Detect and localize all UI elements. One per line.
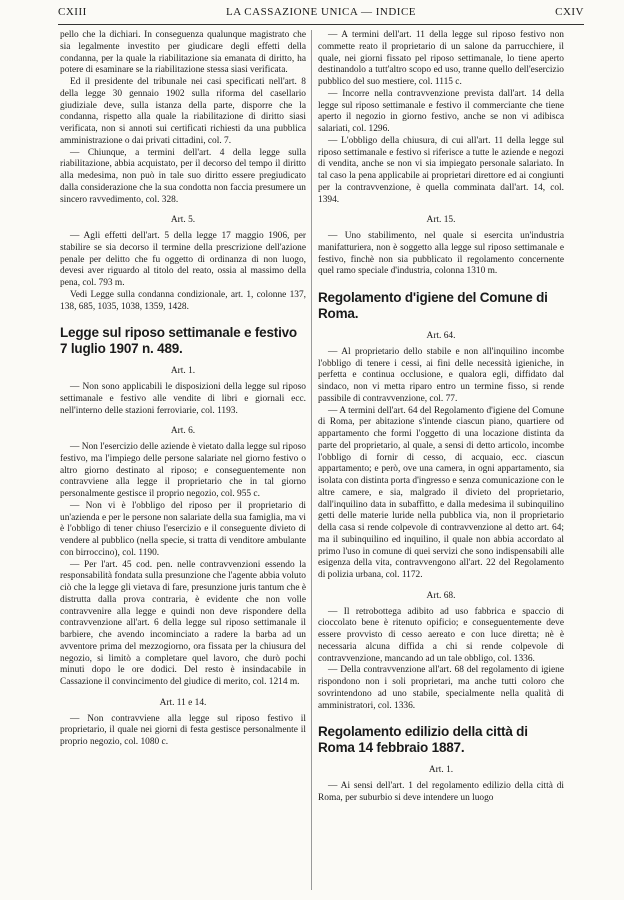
- paragraph: — Agli effetti dell'art. 5 della legge 17 maggio 1906, per stabilire se sia decorso il termine della prescrizione dell'azione penale per delitto che fu oggetto di ordinanza di non luogo, devesi aver riguardo al titolo del reato, ossia al massimo della pena, col. 793 m.: [60, 231, 306, 288]
- page-header: [58, 6, 584, 22]
- article-heading: Art. 1.: [170, 366, 196, 377]
- right-column: [318, 30, 564, 805]
- article-heading: Art. 5.: [170, 215, 196, 226]
- header-rule: [58, 24, 584, 25]
- paragraph: — Il retrobottega adibito ad uso fabbrica e spaccio di cioccolato bene è ritenuto opificio; e conseguentemente deve essere provvisto di cesso aereato e con luce diretta; nè è necessaria alcuna diffida a chi si rende colpevole di contravvenzione, mancando ad un tale obbligo, col. 1336.: [318, 606, 564, 664]
- paragraph: — Chiunque, a termini dell'art. 4 della legge sulla riabilitazione, abbia acquistato, per il decorso del tempo il diritto alla medesima, non può in tale suo diritto essere pregiudicato dalla considerazione che la sua condotta non faccia presumere un sincero ravvedimento, col. 328.: [60, 147, 306, 205]
- paragraph: — Ai sensi dell'art. 1 del regolamento edilizio della città di Roma, per suburbio si deve intendere un luogo: [318, 781, 564, 803]
- section-title: Regolamento d'igiene del Comune di Roma.: [318, 290, 548, 321]
- paragraph: pello che la dichiari. In conseguenza qualunque magistrato che sia legalmente investito per giudicare degli effetti della condanna, per la quale la riabilitazione sia emanata di diritto, ha potere di esaminare se la riabilitazione stessa siasi verificata.: [60, 30, 306, 76]
- paragraph: — Per l'art. 45 cod. pen. nelle contravvenzioni essendo la responsabilità fondata sulla presunzione che l'agente abbia voluto ciò che la legge gli vietava di fare, presunzione juris tantum che è distrutta dalla prova contraria, è evidente che non volle contravvenire alla legge e quindi non deve rispondere della contravvenzione all'art. 6 della legge sul riposo settimanale il barbiere, che avendo incominciato a radere la barba ad un avventore prima del mezzogiorno, ora fissata per la chiusura del negozio, si limitò a completare quel lavoro, che durò pochi minuti dopo le ore dodici. Del resto è insindacabile in Cassazione il convincimento del giudice di merito, col. 1214 m.: [60, 559, 306, 687]
- section-title: Regolamento edilizio della città di Roma 14 febbraio 1887.: [318, 724, 528, 756]
- paragraph: — Non l'esercizio delle aziende è vietato dalla legge sul riposo festivo, ma l'impiego delle persone salariate nel giorno festivo o altro giorno destinato al riposo; e conseguentemente non contravviene alla legge il proprietario che in tal giorno personalmente gestisce il proprio negozio, col. 955 c.: [60, 442, 306, 499]
- left-column: [60, 30, 306, 749]
- article-heading: Art. 15.: [426, 215, 456, 226]
- page-number-left: CXIII: [58, 6, 87, 18]
- section-title: Legge sul riposo settimanale e festivo 7 luglio 1907 n. 489.: [60, 325, 297, 357]
- column-divider: [311, 30, 312, 890]
- paragraph: — L'obbligo della chiusura, di cui all'art. 11 della legge sul riposo settimanale e festivo si riferisce a tutte le aziende e negozi di vendita, anche se non vi sia impiegato personale salariato. In tal caso la pena applicabile ai proprietari direttore ed ai congiunti per la contravvenzione, è quella comminata dall'art. 14, col. 1394.: [318, 135, 564, 205]
- paragraph: — A termini dell'art. 64 del Regolamento d'igiene del Comune di Roma, per abitazione s'intende ciascun piano, quartiere od appartamento che formi l'oggetto di una locazione distinta da parte del proprietario, al quale, a sensi di detto articolo, incombe l'obbligo di fornir di cesso, di acquaio, ecc. ciascun appartamento; e però, ove una camera, in ogni appartamento, sia isolata con distinta porta d'ingresso e senza comunicazione con le altre camere, e sia, malgrado il divieto del proprietario, dall'inquilino data in subaffitto, e dalla medesima il subinquilino getti delle materie luride nella pubblica via, non il proprietario della casa si rende colpevole di contravvenzione al detto art. 64; ma il subinquilino ed inquilino, il quale non abbia accordato al primo l'uso in comune di quei servizi che sono indispensabili alle esigenza della vita, contravvengono all'art. 22 del Regolamento di polizia urbana, col. 1172.: [318, 405, 564, 580]
- paragraph: — Al proprietario dello stabile e non all'inquilino incombe l'obbligo di tenere i cessi, ai fini delle necessità igieniche, in perfetta e continua occlusione, e qualora egli, diffidato dal sindaco, non vi metta riparo entro un termine fisso, si rende passibile di contravvenzione, col. 77.: [318, 346, 564, 404]
- paragraph: — Della contravvenzione all'art. 68 del regolamento di igiene rispondono non i soli proprietari, ma anche tutti coloro che sovrintendono ad uno stabile, specialmente nella qualità di amministratori, col. 1336.: [318, 665, 564, 711]
- article-heading: Art. 68.: [426, 590, 456, 601]
- article-heading: Art. 64.: [426, 331, 456, 341]
- article-heading: Art. 11 e 14.: [159, 697, 207, 708]
- article-heading: Art. 1.: [428, 765, 454, 776]
- paragraph: Vedi Legge sulla condanna condizionale, art. 1, colonne 137, 138, 685, 1035, 1038, 1359, 1428.: [60, 289, 306, 312]
- running-title: LA CASSAZIONE UNICA — INDICE: [226, 6, 416, 18]
- page-number-right: CXIV: [555, 6, 584, 18]
- paragraph: Ed il presidente del tribunale nei casi specificati nell'art. 8 della legge 30 gennaio 1902 sulla riforma del casellario giudiziale deve, sulla istanza della parte, disporre che la condanna, rispetto alla quale la riabilitazione di diritto siasi verificata, non si annoti sui certificati richiesti da una pubblica amministrazione o dai privati cittadini, col. 7.: [60, 77, 306, 146]
- article-heading: Art. 6.: [170, 426, 196, 437]
- paragraph: — Non sono applicabili le disposizioni della legge sul riposo settimanale e festivo alle vendite di libri e giornali ecc. nell'interno delle stazioni ferroviarie, col. 1193.: [60, 382, 306, 416]
- paragraph: — Uno stabilimento, nel quale si esercita un'industria manifatturiera, non è soggetto alla legge sul riposo settimanale e festivo, finchè non sia pubblicato il regolamento concernente quel ramo speciale d'industria, colonna 1310 m.: [318, 231, 564, 277]
- paragraph: — Non vi è l'obbligo del riposo per il proprietario di un'azienda e per le persone non salariate della sua famiglia, ma vi è l'obbligo di tener chiuso l'esercizio e il conseguente divieto di vendere al pubblico (nella specie, si tratta di venditore ambulante con birroccino), col. 1190.: [60, 500, 306, 558]
- paragraph: — Non contravviene alla legge sul riposo festivo il proprietario, il quale nei giorni di festa gestisce personalmente il proprio negozio, col. 1080 c.: [60, 713, 306, 747]
- paragraph: — A termini dell'art. 11 della legge sul riposo festivo non commette reato il proprietario di un salone da parrucchiere, il quale, nei giorni fissato pel riposo settimanale, lo tiene aperto destinandolo a tutt'altro scopo ed uso, tranne quello dell'esercizio pubblico del suo mestiere, col. 1115 c.: [318, 30, 564, 87]
- paragraph: — Incorre nella contravvenzione prevista dall'art. 14 della legge sul riposo settimanale e festivo il commerciante che tiene aperto il negozio in giorno festivo, anche se non vi adibisca salariati, col. 1296.: [318, 88, 564, 134]
